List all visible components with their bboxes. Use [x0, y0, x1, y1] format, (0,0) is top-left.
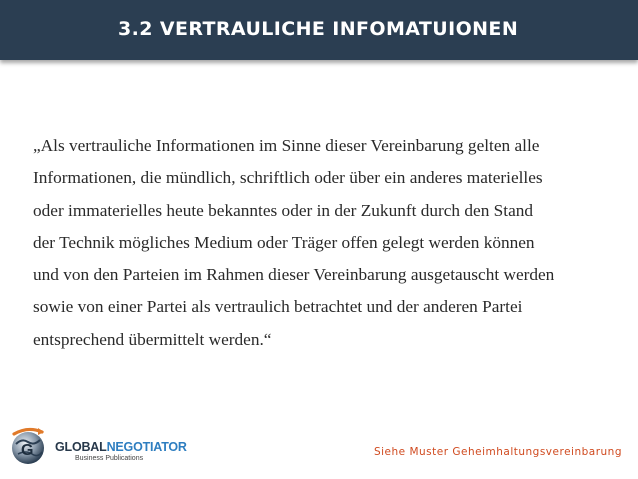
quote-line: und von den Parteien im Rahmen dieser Vereinbarung ausgetauscht werden	[33, 265, 555, 285]
globe-logo-icon	[8, 424, 52, 468]
quote-line: der Technik mögliches Medium oder Träger offen gelegt werden können	[33, 232, 535, 252]
quote-line: sowie von einer Partei als vertraulich betrachtet und der anderen Partei	[33, 297, 523, 317]
globalnegotiator-logo	[8, 424, 208, 468]
quote-line: Informationen, die mündlich, schriftlich oder über ein anderes materielles	[33, 168, 543, 188]
sample-agreement-link[interactable]: Siehe Muster Geheimhaltungsvereinbarung	[373, 446, 622, 458]
header-bar	[0, 0, 638, 60]
logo-subtitle: Business Publications	[75, 455, 144, 462]
svg-text:G: G	[21, 442, 34, 459]
logo-wordmark-part2: NEGOTIATOR	[106, 440, 187, 454]
logo-wordmark	[55, 440, 187, 454]
page-title: 3.2 VERTRAULICHE INFOMATUIONEN	[118, 18, 519, 40]
quote-line: entsprechend übermittelt werden.“	[33, 329, 272, 349]
logo-wordmark-part1: GLOBAL	[55, 440, 107, 454]
quote-paragraph	[33, 130, 625, 356]
quote-line: „Als vertrauliche Informationen im Sinne dieser Vereinbarung gelten alle	[33, 136, 540, 155]
quote-line: oder immaterielles heute bekanntes oder in der Zukunft durch den Stand	[33, 200, 534, 220]
